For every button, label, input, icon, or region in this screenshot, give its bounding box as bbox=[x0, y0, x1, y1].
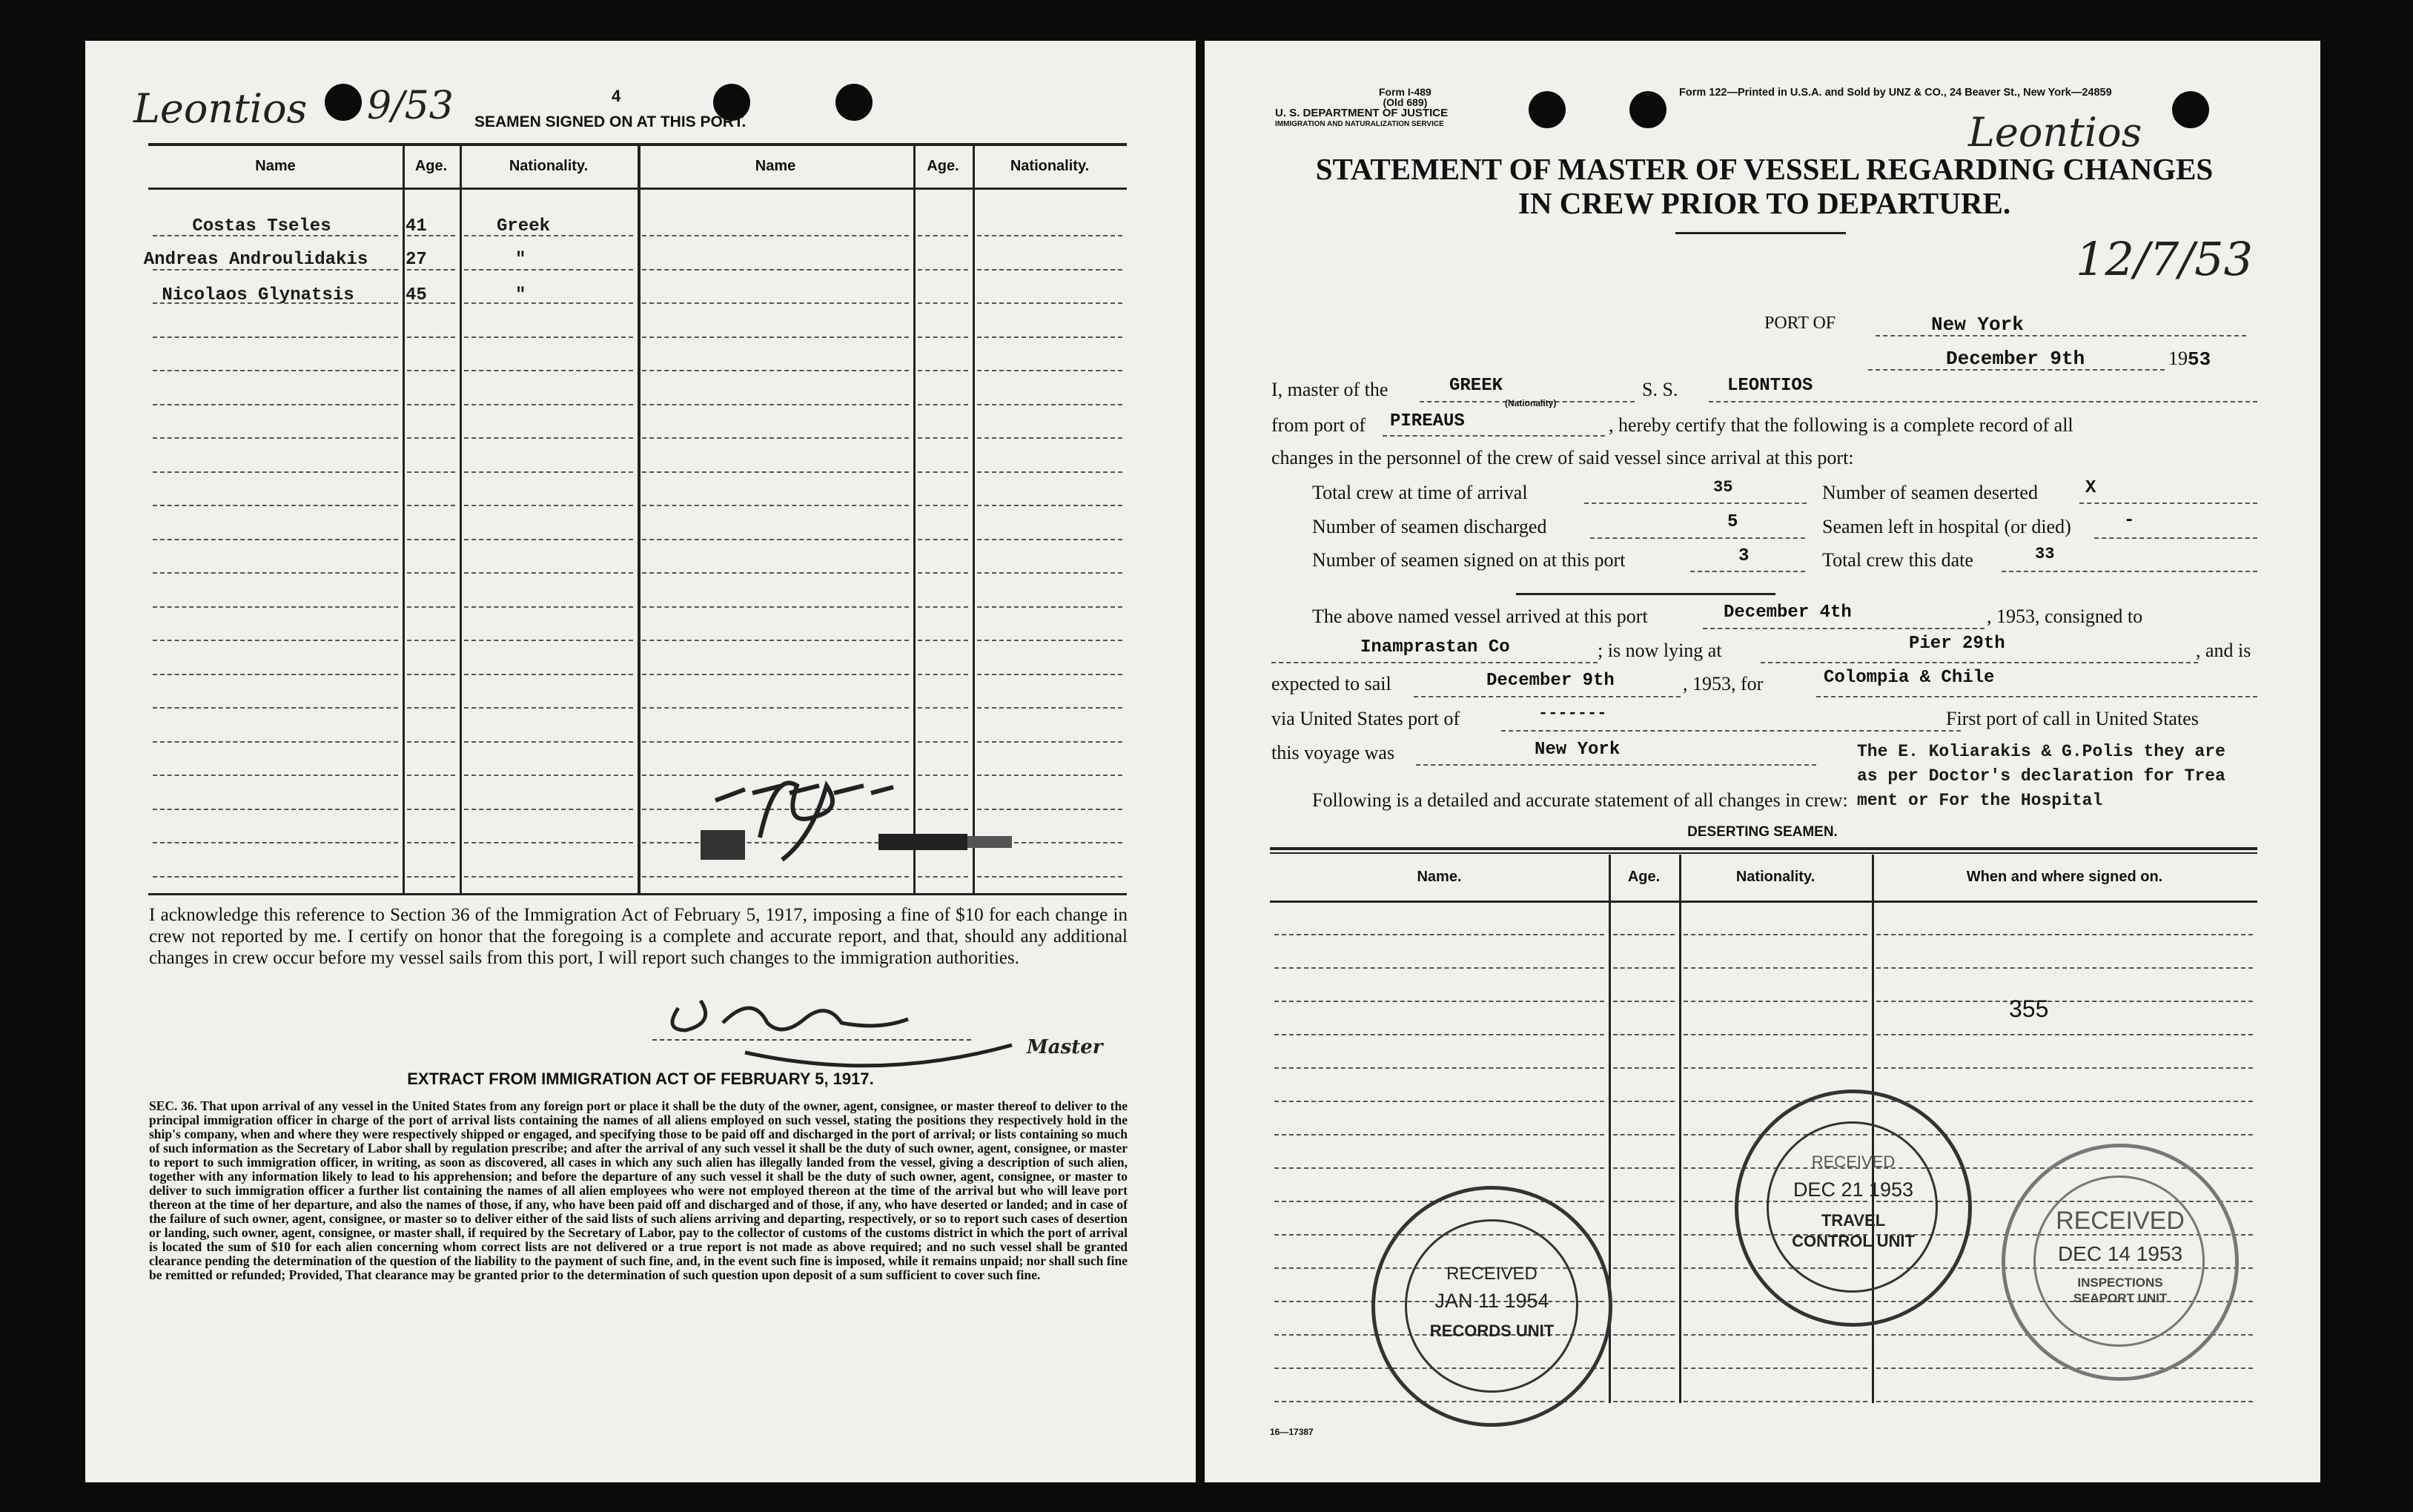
page-number: 4 bbox=[612, 87, 621, 105]
row-rule bbox=[1274, 1001, 1604, 1002]
row-rule bbox=[977, 269, 1122, 271]
master-of-label: I, master of the bbox=[1271, 379, 1388, 400]
stamp-unit: RECORDS UNIT bbox=[1429, 1322, 1555, 1340]
row-rule bbox=[1613, 1201, 1675, 1202]
master-label: Master bbox=[1027, 1036, 1103, 1058]
table-bottom-rule bbox=[148, 893, 1127, 895]
signature-line bbox=[652, 1039, 971, 1041]
row-rule bbox=[1613, 1167, 1675, 1169]
row-rule bbox=[407, 370, 455, 371]
handwritten-date: 12/7/53 bbox=[2076, 232, 2254, 286]
row-rule bbox=[153, 775, 398, 776]
year-prefix-text: 19 bbox=[2168, 348, 2188, 369]
row-rule bbox=[464, 606, 633, 608]
total-crew-arrival-value: 35 bbox=[1713, 478, 1733, 497]
column-divider bbox=[638, 145, 641, 893]
row-rule bbox=[1274, 1167, 1604, 1169]
first-port-label: First port of call in United States bbox=[1946, 708, 2199, 729]
stamp-date: DEC 21 1953 bbox=[1793, 1178, 1914, 1201]
punch-hole bbox=[1629, 91, 1666, 128]
row-rule bbox=[642, 370, 909, 371]
row-rule bbox=[642, 269, 909, 271]
row-rule bbox=[464, 809, 633, 810]
smudged-signature-mark bbox=[671, 741, 1056, 871]
row-rule bbox=[1613, 1267, 1675, 1269]
from-port-value: PIREAUS bbox=[1390, 411, 1465, 431]
row-rule bbox=[918, 437, 968, 439]
from-port-label: from port of bbox=[1271, 414, 1366, 436]
seaman-name: Andreas Androulidakis bbox=[143, 250, 368, 270]
title-line: STATEMENT OF MASTER OF VESSEL REGARDING CHANGES bbox=[1315, 152, 2214, 186]
nationality-value: GREEK bbox=[1449, 376, 1503, 396]
fill-line bbox=[1590, 537, 1805, 539]
col-header-name: Name bbox=[255, 158, 296, 174]
stamp-date: JAN 11 1954 bbox=[1434, 1290, 1549, 1312]
row-rule bbox=[1876, 1067, 2253, 1069]
row-rule bbox=[642, 404, 909, 405]
received-stamp-travel-control bbox=[1735, 1090, 1972, 1327]
discharged-value: 5 bbox=[1727, 512, 1738, 532]
col-header-name-2: Name bbox=[755, 158, 796, 174]
row-rule bbox=[918, 539, 968, 540]
row-rule bbox=[977, 572, 1122, 574]
handwritten-date: 9/53 bbox=[367, 84, 454, 128]
row-rule bbox=[464, 640, 633, 641]
row-rule bbox=[918, 505, 968, 506]
seaman-nationality: Greek bbox=[497, 216, 551, 236]
row-rule bbox=[642, 674, 909, 675]
row-rule bbox=[464, 572, 633, 574]
row-rule bbox=[918, 606, 968, 608]
row-rule bbox=[1274, 934, 1604, 935]
row-rule bbox=[407, 471, 455, 473]
row-rule bbox=[407, 741, 455, 743]
fill-line bbox=[1414, 696, 1681, 697]
row-rule bbox=[407, 539, 455, 540]
row-rule bbox=[153, 539, 398, 540]
row-rule bbox=[977, 437, 1122, 439]
punch-hole bbox=[2172, 91, 2209, 128]
following-text: Following is a detailed and accurate statement of all changes in crew: bbox=[1312, 789, 1848, 811]
row-rule bbox=[1613, 1367, 1675, 1369]
fill-line bbox=[1816, 696, 2257, 697]
row-rule bbox=[642, 572, 909, 574]
table-note: 355 bbox=[2009, 995, 2049, 1022]
stamp-received: RECEIVED bbox=[1811, 1153, 1896, 1171]
row-rule bbox=[1684, 934, 1867, 935]
total-crew-date-label: Total crew this date bbox=[1822, 549, 1973, 571]
row-rule bbox=[407, 404, 455, 405]
right-page bbox=[1205, 41, 2320, 1482]
row-rule bbox=[977, 505, 1122, 506]
signed-on-label: Number of seamen signed on at this port bbox=[1312, 549, 1626, 571]
stamp-unit: TRAVEL CONTROL UNIT bbox=[1792, 1211, 1915, 1250]
title-underline bbox=[1675, 232, 1846, 234]
deserting-header-rule bbox=[1270, 901, 2257, 903]
row-rule bbox=[918, 235, 968, 236]
master-signature bbox=[656, 978, 1042, 1082]
voyage-value: New York bbox=[1535, 740, 1621, 760]
row-rule bbox=[1684, 967, 1867, 969]
department-line: U. S. DEPARTMENT OF JUSTICE bbox=[1275, 107, 1449, 119]
typed-note-line: The E. Koliarakis & G.Polis they are bbox=[1857, 742, 2225, 761]
row-rule bbox=[407, 707, 455, 709]
port-label: PORT OF bbox=[1764, 314, 1836, 333]
section-title: SEAMEN SIGNED ON AT THIS PORT. bbox=[474, 113, 747, 130]
fill-line bbox=[1584, 503, 1807, 504]
row-rule bbox=[464, 741, 633, 743]
row-rule bbox=[1613, 1101, 1675, 1102]
punch-hole bbox=[1529, 91, 1566, 128]
department-heading bbox=[1275, 107, 1448, 130]
left-page bbox=[85, 41, 1196, 1482]
row-rule bbox=[1274, 967, 1604, 969]
row-rule bbox=[977, 404, 1122, 405]
row-rule bbox=[464, 674, 633, 675]
row-rule bbox=[1876, 1001, 2253, 1002]
row-rule bbox=[153, 809, 398, 810]
row-rule bbox=[1613, 1134, 1675, 1135]
form-number: 16—17387 bbox=[1270, 1427, 1314, 1437]
fill-line bbox=[1703, 628, 1985, 629]
row-rule bbox=[1613, 1034, 1675, 1035]
row-rule bbox=[407, 505, 455, 506]
row-rule bbox=[1613, 1234, 1675, 1236]
lying-label: ; is now lying at bbox=[1598, 640, 1722, 661]
row-rule bbox=[153, 707, 398, 709]
and-is-label: , and is bbox=[2196, 640, 2251, 661]
row-rule bbox=[918, 302, 968, 304]
row-rule bbox=[977, 707, 1122, 709]
row-rule bbox=[464, 775, 633, 776]
row-rule bbox=[464, 269, 633, 271]
row-rule bbox=[464, 876, 633, 878]
punch-hole bbox=[325, 84, 362, 121]
row-rule bbox=[464, 539, 633, 540]
row-rule bbox=[977, 302, 1122, 304]
stamp-received: RECEIVED bbox=[2056, 1207, 2185, 1235]
fill-line bbox=[1690, 571, 1805, 572]
row-rule bbox=[918, 404, 968, 405]
row-rule bbox=[642, 235, 909, 236]
fill-line bbox=[1271, 662, 1598, 663]
row-rule bbox=[153, 437, 398, 439]
row-rule bbox=[1274, 1101, 1604, 1102]
row-rule bbox=[1876, 1034, 2253, 1035]
row-rule bbox=[464, 336, 633, 338]
row-rule bbox=[153, 505, 398, 506]
col-header-age-2: Age. bbox=[927, 158, 959, 174]
row-rule bbox=[464, 842, 633, 843]
seaman-name: Nicolaos Glynatsis bbox=[162, 285, 354, 305]
col-header-nationality-2: Nationality. bbox=[1010, 158, 1090, 174]
deserting-col-nationality: Nationality. bbox=[1735, 869, 1815, 885]
acknowledgment-text: I acknowledge this reference to Section 36 of the Immigration Act of February 5, 1917, imposing a fine of $10 for each change in crew not reported by me. I certify on honor that the foregoing is a complete and accurate report, and that, should any additional changes in crew occur before my vessel sails from this port, I will report such changes to the immigration authorities. bbox=[149, 905, 1128, 968]
extract-title: EXTRACT FROM IMMIGRATION ACT OF FEBRUARY 5, 1917. bbox=[407, 1070, 874, 1088]
ship-name: LEONTIOS bbox=[1727, 376, 1813, 396]
row-rule bbox=[1876, 934, 2253, 935]
row-rule bbox=[977, 674, 1122, 675]
title-line: IN CREW PRIOR TO DEPARTURE. bbox=[1517, 186, 2011, 220]
row-rule bbox=[918, 707, 968, 709]
row-rule bbox=[1274, 1067, 1604, 1069]
row-rule bbox=[1876, 967, 2253, 969]
seaman-age: 45 bbox=[406, 285, 427, 305]
row-rule bbox=[153, 876, 398, 878]
row-rule bbox=[642, 302, 909, 304]
row-rule bbox=[642, 505, 909, 506]
deserted-label: Number of seamen deserted bbox=[1822, 482, 2038, 503]
row-rule bbox=[407, 842, 455, 843]
row-rule bbox=[918, 572, 968, 574]
typed-note-line: ment or For the Hospital bbox=[1857, 791, 2103, 810]
row-rule bbox=[464, 404, 633, 405]
row-rule bbox=[407, 876, 455, 878]
row-rule bbox=[918, 370, 968, 371]
row-rule bbox=[407, 640, 455, 641]
row-rule bbox=[153, 674, 398, 675]
row-rule bbox=[464, 302, 633, 304]
row-rule bbox=[407, 775, 455, 776]
column-divider bbox=[460, 145, 462, 893]
nationality-caption: (Nationality) bbox=[1505, 398, 1557, 408]
row-rule bbox=[977, 876, 1122, 878]
handwritten-ship-name: Leontios bbox=[133, 85, 308, 132]
col-header-nationality: Nationality. bbox=[509, 158, 589, 174]
received-stamp-records bbox=[1371, 1186, 1612, 1427]
row-rule bbox=[464, 370, 633, 371]
ss-label: S. S. bbox=[1642, 379, 1678, 400]
row-rule bbox=[1613, 1067, 1675, 1069]
changes-text: changes in the personnel of the crew of said vessel since arrival at this port: bbox=[1271, 447, 1854, 468]
row-rule bbox=[918, 471, 968, 473]
row-rule bbox=[153, 741, 398, 743]
row-rule bbox=[407, 674, 455, 675]
col-header-age: Age. bbox=[414, 158, 448, 174]
expected-label: expected to sail bbox=[1271, 673, 1391, 694]
row-rule bbox=[153, 336, 398, 338]
fill-line bbox=[1383, 435, 1605, 437]
row-rule bbox=[642, 539, 909, 540]
extract-text: SEC. 36. That upon arrival of any vessel in the United States from any foreign port or place it shall be the duty of the owner, agent, consignee, or master thereof to deliver to the principal immigration officer in charge of the port of arrival lists containing the names of all aliens employed on such vessel, stating the positions they respectively hold in the ship's company, when and where they were respectively shipped or engaged, and specifying those to be paid off and discharged in the port of arrival; or lists containing so much of such information as the Secretary of Labor shall by regulation prescribe; and after the arrival of any such vessel it shall be the duty of such owner, agent, consignee, or master to report to such immigration officer, in writing, as soon as discovered, all cases in which any such alien has illegally landed from the vessel, giving a description of such alien, together with any information likely to lead to his apprehension; and before the departure of any such vessel it shall be the duty of such owner, agent, consignee, or master to deliver to such immigration officer a further list containing the names of all alien employees who were not employed thereon at the time of the arrival but who will leave port thereon at the time of her departure, and also the names of those, if any, who have been paid off and discharged and of those, if any, who have deserted or landed; and in case of the failure of such owner, agent, consignee, or master so to deliver either of the said lists of such aliens arriving and departing, respectively, or so to report such cases of desertion or landing, such owner, agent, consignee, or master shall, if required by the Secretary of Labor, pay to the collector of customs of the customs district in which the port of arrival is located the sum of $10 for each alien concerning whom correct lists are not delivered or a true report is not made as above required; and no such vessel shall be granted clearance pending the determination of the question of the liability to the payment of such fine, and, in the event such fine is imposed, while it remains unpaid; nor shall such fine be remitted or refunded; Provided, That clearance may be granted prior to the determination of such question upon deposit of a sum sufficient to cover such fine. bbox=[149, 1098, 1128, 1282]
row-rule bbox=[977, 539, 1122, 540]
row-rule bbox=[1684, 1367, 1867, 1369]
fill-line bbox=[1416, 764, 1816, 766]
seaman-nationality: " bbox=[515, 285, 526, 305]
row-rule bbox=[642, 336, 909, 338]
fill-line bbox=[2002, 571, 2257, 572]
row-rule bbox=[642, 876, 909, 878]
row-rule bbox=[977, 370, 1122, 371]
row-rule bbox=[1876, 1401, 2253, 1402]
form-id bbox=[1379, 87, 1431, 107]
expected-value: December 9th bbox=[1486, 671, 1615, 691]
row-rule bbox=[642, 471, 909, 473]
deserting-col-age: Age. bbox=[1627, 869, 1661, 885]
stamp-unit: INSPECTIONS SEAPORT UNIT bbox=[2073, 1276, 2168, 1305]
typed-note bbox=[1857, 740, 2225, 813]
discharged-label: Number of seamen discharged bbox=[1312, 516, 1547, 537]
row-rule bbox=[153, 404, 398, 405]
row-rule bbox=[464, 707, 633, 709]
certify-text: , hereby certify that the following is a complete record of all bbox=[1609, 414, 2073, 436]
port-value: New York bbox=[1931, 314, 2024, 336]
row-rule bbox=[1684, 1401, 1867, 1402]
row-rule bbox=[642, 606, 909, 608]
column-divider bbox=[1679, 855, 1681, 1403]
seaman-age: 27 bbox=[406, 250, 427, 270]
total-crew-arrival-label: Total crew at time of arrival bbox=[1312, 482, 1528, 503]
deserting-col-name: Name. bbox=[1417, 869, 1462, 885]
arrived-label: The above named vessel arrived at this port bbox=[1312, 606, 1648, 627]
row-rule bbox=[1876, 1367, 2253, 1369]
department-line: IMMIGRATION AND NATURALIZATION SERVICE bbox=[1275, 120, 1444, 128]
fill-line bbox=[1761, 662, 2198, 663]
form-title bbox=[1271, 152, 2257, 220]
row-rule bbox=[1613, 1334, 1675, 1336]
row-rule bbox=[153, 842, 398, 843]
fill-line bbox=[2094, 537, 2257, 539]
row-rule bbox=[1613, 1001, 1675, 1002]
row-rule bbox=[464, 437, 633, 439]
deserting-table-top-2 bbox=[1270, 852, 2257, 854]
row-rule bbox=[407, 336, 455, 338]
punch-hole bbox=[835, 84, 873, 121]
row-rule bbox=[977, 606, 1122, 608]
for-value: Colompia & Chile bbox=[1824, 668, 1995, 688]
typed-note-line: as per Doctor's declaration for Trea bbox=[1857, 766, 2225, 786]
voyage-label: this voyage was bbox=[1271, 742, 1395, 763]
total-crew-date-value: 33 bbox=[2035, 545, 2055, 563]
row-rule bbox=[918, 640, 968, 641]
row-rule bbox=[977, 640, 1122, 641]
fill-line bbox=[1709, 401, 2257, 402]
row-rule bbox=[153, 370, 398, 371]
form-id-line: (Old 689) bbox=[1383, 96, 1428, 108]
row-rule bbox=[407, 572, 455, 574]
row-rule bbox=[464, 505, 633, 506]
deserting-table-top bbox=[1270, 847, 2257, 850]
row-rule bbox=[1274, 1034, 1604, 1035]
counts-underline bbox=[1516, 593, 1775, 595]
row-rule bbox=[918, 336, 968, 338]
row-rule bbox=[977, 235, 1122, 236]
deserted-value: X bbox=[2085, 478, 2096, 498]
row-rule bbox=[1684, 1001, 1867, 1002]
seaman-age: 41 bbox=[406, 216, 427, 236]
row-rule bbox=[153, 640, 398, 641]
for-label: , 1953, for bbox=[1683, 673, 1764, 694]
row-rule bbox=[642, 640, 909, 641]
row-rule bbox=[918, 269, 968, 271]
row-rule bbox=[642, 437, 909, 439]
arrived-value: December 4th bbox=[1724, 603, 1852, 623]
signed-on-value: 3 bbox=[1738, 546, 1750, 566]
row-rule bbox=[407, 809, 455, 810]
row-rule bbox=[1684, 1034, 1867, 1035]
row-rule bbox=[977, 336, 1122, 338]
year-value: 53 bbox=[2188, 348, 2211, 371]
via-value: ------- bbox=[1538, 704, 1607, 723]
row-rule bbox=[1684, 1067, 1867, 1069]
deserting-title: DESERTING SEAMEN. bbox=[1687, 824, 1838, 840]
stamp-inner-ring bbox=[1767, 1121, 1938, 1293]
printer-line: Form 122—Printed in U.S.A. and Sold by UNZ & CO., 24 Beaver St., New York—24859 bbox=[1679, 87, 2112, 99]
row-rule bbox=[153, 606, 398, 608]
row-rule bbox=[407, 606, 455, 608]
row-rule bbox=[977, 471, 1122, 473]
hospital-value: - bbox=[2124, 511, 2135, 531]
row-rule bbox=[407, 437, 455, 439]
row-rule bbox=[1613, 967, 1675, 969]
seaman-nationality: " bbox=[515, 250, 526, 270]
row-rule bbox=[642, 707, 909, 709]
consigned-label: , 1953, consigned to bbox=[1987, 606, 2143, 627]
row-rule bbox=[1613, 1401, 1675, 1402]
handwritten-ship-name: Leontios bbox=[1968, 109, 2142, 156]
hospital-label: Seamen left in hospital (or died) bbox=[1822, 516, 2071, 537]
row-rule bbox=[918, 876, 968, 878]
row-rule bbox=[464, 471, 633, 473]
row-rule bbox=[1876, 1101, 2253, 1102]
fill-line bbox=[2079, 503, 2257, 504]
received-stamp-inspections bbox=[2002, 1144, 2239, 1381]
row-rule bbox=[1613, 1301, 1675, 1302]
row-rule bbox=[918, 674, 968, 675]
lying-value: Pier 29th bbox=[1909, 634, 2005, 654]
stamp-received: RECEIVED bbox=[1446, 1264, 1537, 1284]
row-rule bbox=[1274, 1134, 1604, 1135]
date-value: December 9th bbox=[1946, 348, 2085, 370]
form-id-line: Form I-489 bbox=[1379, 86, 1431, 98]
via-label: via United States port of bbox=[1271, 708, 1460, 729]
stamp-date: DEC 14 1953 bbox=[2057, 1242, 2183, 1265]
row-rule bbox=[1684, 1334, 1867, 1336]
row-rule bbox=[153, 471, 398, 473]
row-rule bbox=[1613, 934, 1675, 935]
deserting-col-signed-on: When and where signed on. bbox=[1966, 869, 2163, 885]
row-rule bbox=[153, 572, 398, 574]
year-prefix bbox=[2168, 348, 2211, 371]
consignee-value: Inamprastan Co bbox=[1360, 637, 1510, 657]
fill-line bbox=[1501, 730, 1961, 732]
seaman-name: Costas Tseles bbox=[192, 216, 331, 236]
